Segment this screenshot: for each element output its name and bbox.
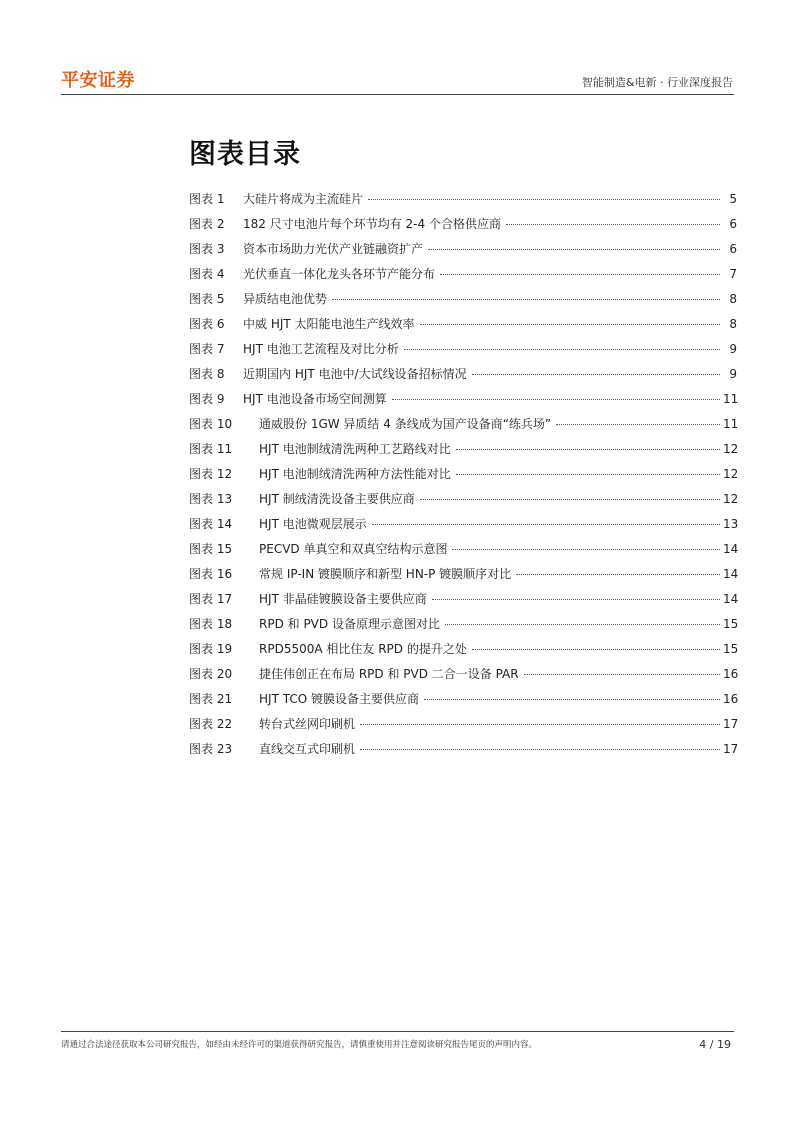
footer-divider — [61, 1031, 734, 1032]
toc-entry[interactable] — [189, 215, 737, 240]
toc-entry[interactable] — [189, 590, 737, 615]
toc-entry-title: 近期国内 HJT 电池中/大试线设备招标情况 — [243, 367, 467, 381]
toc-leader-dots — [516, 574, 720, 575]
toc-entry-label: 图表 10 — [189, 417, 233, 431]
toc-entry-title: 资本市场助力光伏产业链融资扩产 — [243, 242, 424, 256]
toc-list — [189, 190, 737, 765]
toc-entry-title: 捷佳伟创正在布局 RPD 和 PVD 二合一设备 PAR — [259, 667, 519, 681]
toc-entry-label: 图表 23 — [189, 742, 233, 756]
report-type: 智能制造&电新 · 行业深度报告 — [581, 76, 733, 89]
toc-entry[interactable] — [189, 440, 737, 465]
toc-entry[interactable] — [189, 665, 737, 690]
toc-entry-label: 图表 11 — [189, 442, 233, 456]
toc-entry-title: HJT 电池制绒清洗两种工艺路线对比 — [259, 442, 451, 456]
toc-entry-page: 11 — [723, 392, 739, 406]
toc-entry[interactable] — [189, 615, 737, 640]
toc-leader-dots — [506, 224, 720, 225]
toc-entry-label: 图表 19 — [189, 642, 233, 656]
toc-entry-title: 光伏垂直一体化龙头各环节产能分布 — [243, 267, 436, 281]
toc-entry-page: 9 — [729, 367, 737, 381]
toc-entry[interactable] — [189, 490, 737, 515]
toc-leader-dots — [372, 524, 720, 525]
toc-entry-title: 直线交互式印刷机 — [259, 742, 356, 756]
toc-entry-title: HJT 电池设备市场空间测算 — [243, 392, 387, 406]
toc-entry-label: 图表 16 — [189, 567, 233, 581]
toc-entry-label: 图表 7 — [189, 342, 225, 356]
toc-entry-title: 182 尺寸电池片每个环节均有 2-4 个合格供应商 — [243, 217, 501, 231]
toc-entry[interactable] — [189, 540, 737, 565]
toc-leader-dots — [392, 399, 720, 400]
toc-entry-label: 图表 1 — [189, 192, 225, 206]
toc-entry-page: 13 — [723, 517, 739, 531]
toc-leader-dots — [420, 499, 720, 500]
toc-entry-page: 17 — [723, 742, 739, 756]
toc-entry[interactable] — [189, 690, 737, 715]
toc-entry-label: 图表 20 — [189, 667, 233, 681]
toc-entry-title: HJT 制绒清洗设备主要供应商 — [259, 492, 415, 506]
toc-entry-title: 常规 IP-IN 镀膜顺序和新型 HN-P 镀膜顺序对比 — [259, 567, 512, 581]
toc-entry[interactable] — [189, 415, 737, 440]
toc-entry-label: 图表 4 — [189, 267, 225, 281]
toc-leader-dots — [445, 624, 720, 625]
toc-entry-title: 异质结电池优势 — [243, 292, 328, 306]
page-title: 图表目录 — [189, 139, 301, 170]
toc-leader-dots — [456, 474, 720, 475]
toc-leader-dots — [440, 274, 720, 275]
toc-entry-page: 9 — [729, 342, 737, 356]
toc-entry[interactable] — [189, 640, 737, 665]
toc-entry-label: 图表 9 — [189, 392, 225, 406]
toc-entry[interactable] — [189, 565, 737, 590]
header-divider — [61, 94, 734, 95]
toc-entry[interactable] — [189, 240, 737, 265]
toc-entry-label: 图表 14 — [189, 517, 233, 531]
toc-leader-dots — [556, 424, 720, 425]
toc-entry-title: HJT TCO 镀膜设备主要供应商 — [259, 692, 419, 706]
toc-entry-title: 中威 HJT 太阳能电池生产线效率 — [243, 317, 415, 331]
toc-entry-title: 通威股份 1GW 异质结 4 条线成为国产设备商“练兵场” — [259, 417, 552, 431]
toc-entry-title: PECVD 单真空和双真空结构示意图 — [259, 542, 448, 556]
toc-leader-dots — [368, 199, 720, 200]
toc-entry-label: 图表 8 — [189, 367, 225, 381]
toc-entry-page: 12 — [723, 492, 739, 506]
brand-logo: 平安证券 — [61, 70, 135, 91]
toc-entry-title: HJT 电池工艺流程及对比分析 — [243, 342, 399, 356]
toc-entry-label: 图表 3 — [189, 242, 225, 256]
toc-entry-label: 图表 2 — [189, 217, 225, 231]
toc-entry-page: 8 — [729, 317, 737, 331]
toc-entry-page: 14 — [723, 592, 739, 606]
toc-entry-label: 图表 13 — [189, 492, 233, 506]
toc-entry-label: 图表 18 — [189, 617, 233, 631]
toc-leader-dots — [360, 724, 720, 725]
toc-entry[interactable] — [189, 390, 737, 415]
toc-entry-label: 图表 5 — [189, 292, 225, 306]
toc-entry-page: 7 — [729, 267, 737, 281]
toc-entry[interactable] — [189, 340, 737, 365]
toc-leader-dots — [472, 649, 720, 650]
toc-leader-dots — [452, 549, 720, 550]
toc-entry-page: 5 — [729, 192, 737, 206]
toc-entry-label: 图表 21 — [189, 692, 233, 706]
toc-leader-dots — [432, 599, 720, 600]
toc-entry[interactable] — [189, 465, 737, 490]
toc-entry[interactable] — [189, 265, 737, 290]
toc-entry[interactable] — [189, 715, 737, 740]
toc-entry-label: 图表 15 — [189, 542, 233, 556]
toc-leader-dots — [524, 674, 720, 675]
toc-entry-page: 11 — [723, 417, 739, 431]
toc-leader-dots — [428, 249, 720, 250]
toc-entry-page: 12 — [723, 467, 739, 481]
toc-entry-title: HJT 电池微观层展示 — [259, 517, 367, 531]
footer-disclaimer: 请通过合法途径获取本公司研究报告，如经由未经许可的渠道获得研究报告，请慎重使用并注意阅读研究报告尾页的声明内容。 — [61, 1040, 538, 1050]
toc-entry[interactable] — [189, 290, 737, 315]
toc-leader-dots — [420, 324, 720, 325]
toc-entry-page: 16 — [723, 667, 739, 681]
toc-leader-dots — [472, 374, 720, 375]
toc-leader-dots — [404, 349, 720, 350]
toc-entry-page: 17 — [723, 717, 739, 731]
toc-entry-page: 12 — [723, 442, 739, 456]
toc-leader-dots — [360, 749, 720, 750]
toc-entry[interactable] — [189, 365, 737, 390]
toc-entry-label: 图表 6 — [189, 317, 225, 331]
toc-leader-dots — [332, 299, 720, 300]
toc-entry-title: 转台式丝网印刷机 — [259, 717, 356, 731]
toc-entry-title: RPD5500A 相比住友 RPD 的提升之处 — [259, 642, 467, 656]
toc-entry[interactable] — [189, 315, 737, 340]
footer-page-number: 4 / 19 — [699, 1038, 731, 1051]
toc-entry-page: 6 — [729, 217, 737, 231]
toc-entry-label: 图表 22 — [189, 717, 233, 731]
toc-entry-page: 15 — [723, 617, 739, 631]
toc-entry[interactable] — [189, 740, 737, 765]
toc-entry-label: 图表 17 — [189, 592, 233, 606]
toc-entry-title: 大硅片将成为主流硅片 — [243, 192, 364, 206]
toc-entry-title: HJT 电池制绒清洗两种方法性能对比 — [259, 467, 451, 481]
toc-leader-dots — [424, 699, 720, 700]
toc-entry-page: 16 — [723, 692, 739, 706]
toc-leader-dots — [456, 449, 720, 450]
toc-entry-page: 8 — [729, 292, 737, 306]
toc-entry-page: 6 — [729, 242, 737, 256]
toc-entry-label: 图表 12 — [189, 467, 233, 481]
toc-entry[interactable] — [189, 190, 737, 215]
toc-entry-page: 14 — [723, 542, 739, 556]
toc-entry[interactable] — [189, 515, 737, 540]
toc-entry-page: 15 — [723, 642, 739, 656]
toc-entry-title: HJT 非晶硅镀膜设备主要供应商 — [259, 592, 427, 606]
toc-entry-title: RPD 和 PVD 设备原理示意图对比 — [259, 617, 440, 631]
toc-entry-page: 14 — [723, 567, 739, 581]
